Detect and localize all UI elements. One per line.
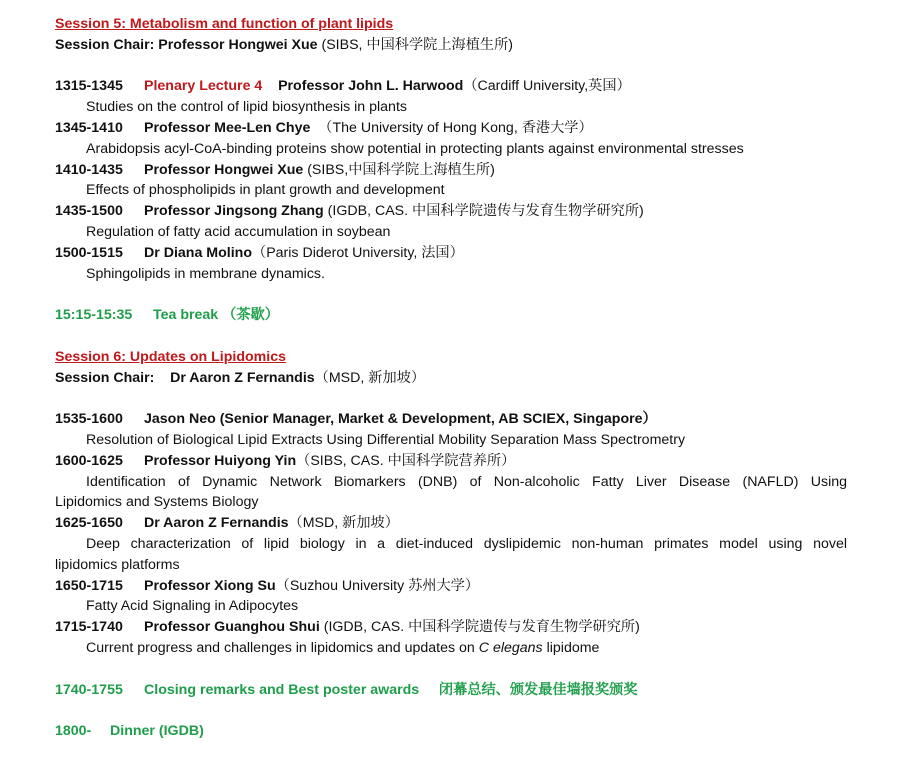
talk-title-line-1: Deep characterization of lipid biology in a diet-induced dyslipidemic non-human primates model using novel (86, 535, 847, 552)
talk-time: 1535-1600 (55, 411, 123, 428)
talk-1535 (55, 409, 847, 430)
talk-1315 (55, 76, 847, 97)
session-chair-affiliation: （MSD, 新加坡） (314, 369, 426, 386)
talk-speaker: Dr Aaron Z Fernandis (144, 515, 289, 532)
talk-time: 1410-1435 (55, 161, 123, 178)
talk-title-line-2: lipidomics platforms (55, 556, 180, 573)
dinner-time: 1800- (55, 723, 92, 740)
tea-time: 15:15-15:35 (55, 307, 133, 324)
session-chair-label: Session Chair: (55, 369, 155, 386)
closing-time: 1740-1755 (55, 681, 123, 698)
program-document (55, 14, 847, 742)
talk-title: Studies on the control of lipid biosynthesis in plants (86, 99, 407, 116)
plenary-tag: Plenary Lecture 4 (144, 78, 263, 95)
talk-title (55, 638, 847, 659)
talk-speaker: Jason Neo (Senior Manager, Market & Development, AB SCIEX, Singapore） (144, 411, 657, 428)
talk-affiliation: (IGDB, CAS. 中国科学院遗传与发育生物学研究所) (323, 203, 644, 220)
talk-title-prefix: Current progress and challenges in lipidomics and updates on (86, 639, 479, 656)
talk-1435 (55, 201, 847, 222)
talk-1345 (55, 118, 847, 139)
talk-affiliation: （Paris Diderot University, 法国） (252, 244, 464, 261)
talk-title-line-2: Lipidomics and Systems Biology (55, 494, 259, 511)
talk-title-suffix: lipidome (542, 639, 600, 656)
session-chair-affiliation: (SIBS, 中国科学院上海植生所) (317, 36, 514, 53)
session-5-chair (55, 35, 847, 56)
talk-time: 1650-1715 (55, 577, 123, 594)
talk-title-line-1: Identification of Dynamic Network Biomarkers (DNB) of Non-alcoholic Fatty Liver Disease (NAFLD) Using (86, 473, 847, 490)
talk-affiliation: （Suzhou University 苏州大学） (275, 577, 480, 594)
talk-speaker: Dr Diana Molino (144, 244, 252, 261)
talk-speaker: Professor Hongwei Xue (144, 161, 304, 178)
session-6-chair (55, 368, 847, 389)
talk-time: 1625-1650 (55, 515, 123, 532)
talk-time: 1345-1410 (55, 119, 123, 136)
dinner (55, 721, 847, 742)
talk-affiliation: （Cardiff University,英国） (463, 78, 631, 95)
closing-remarks (55, 680, 847, 701)
talk-speaker: Professor John L. Harwood (278, 78, 464, 95)
talk-time: 1315-1345 (55, 78, 123, 95)
talk-time: 1435-1500 (55, 203, 123, 220)
closing-label-cn: 闭幕总结、颁发最佳墙报奖颁奖 (438, 681, 638, 698)
tea-label: Tea break （茶歇） (153, 307, 279, 324)
talk-title: Arabidopsis acyl-CoA-binding proteins show potential in protecting plants against environmental stresses (86, 140, 744, 157)
talk-speaker: Professor Mee-Len Chye (144, 119, 311, 136)
talk-title: Resolution of Biological Lipid Extracts Using Differential Mobility Separation Mass Spectrometry (86, 431, 686, 448)
tea-break (55, 305, 847, 326)
talk-time: 1600-1625 (55, 452, 123, 469)
talk-time: 1715-1740 (55, 619, 123, 636)
talk-speaker: Professor Jingsong Zhang (144, 203, 324, 220)
talk-title: Fatty Acid Signaling in Adipocytes (86, 598, 299, 615)
session-chair-label: Session Chair: Professor Hongwei Xue (55, 36, 318, 53)
dinner-label: Dinner (IGDB) (110, 723, 204, 740)
talk-1600 (55, 451, 847, 472)
talk-1650 (55, 576, 847, 597)
talk-speaker: Professor Xiong Su (144, 577, 276, 594)
talk-affiliation: （The University of Hong Kong, 香港大学） (318, 119, 593, 136)
session-5-title: Session 5: Metabolism and function of plant lipids (55, 16, 394, 32)
talk-title: Effects of phospholipids in plant growth and development (86, 182, 445, 199)
closing-label: Closing remarks and Best poster awards (144, 681, 420, 698)
talk-1715 (55, 617, 847, 638)
talk-1625 (55, 513, 847, 534)
talk-speaker: Professor Guanghou Shui (144, 619, 320, 636)
session-chair-name: Dr Aaron Z Fernandis (170, 369, 315, 386)
talk-affiliation: (SIBS,中国科学院上海植生所) (303, 161, 495, 178)
talk-affiliation: （MSD, 新加坡） (288, 515, 399, 532)
talk-title: Regulation of fatty acid accumulation in soybean (86, 223, 391, 240)
talk-title-italic: C elegans (478, 639, 543, 656)
talk-title: Sphingolipids in membrane dynamics. (86, 265, 325, 282)
talk-1410 (55, 160, 847, 181)
talk-affiliation: (IGDB, CAS. 中国科学院遗传与发育生物学研究所) (319, 619, 640, 636)
talk-time: 1500-1515 (55, 244, 123, 261)
talk-affiliation: （SIBS, CAS. 中国科学院营养所） (296, 452, 516, 469)
session-6-title: Session 6: Updates on Lipidomics (55, 348, 286, 365)
talk-speaker: Professor Huiyong Yin (144, 452, 297, 469)
talk-1500 (55, 243, 847, 264)
